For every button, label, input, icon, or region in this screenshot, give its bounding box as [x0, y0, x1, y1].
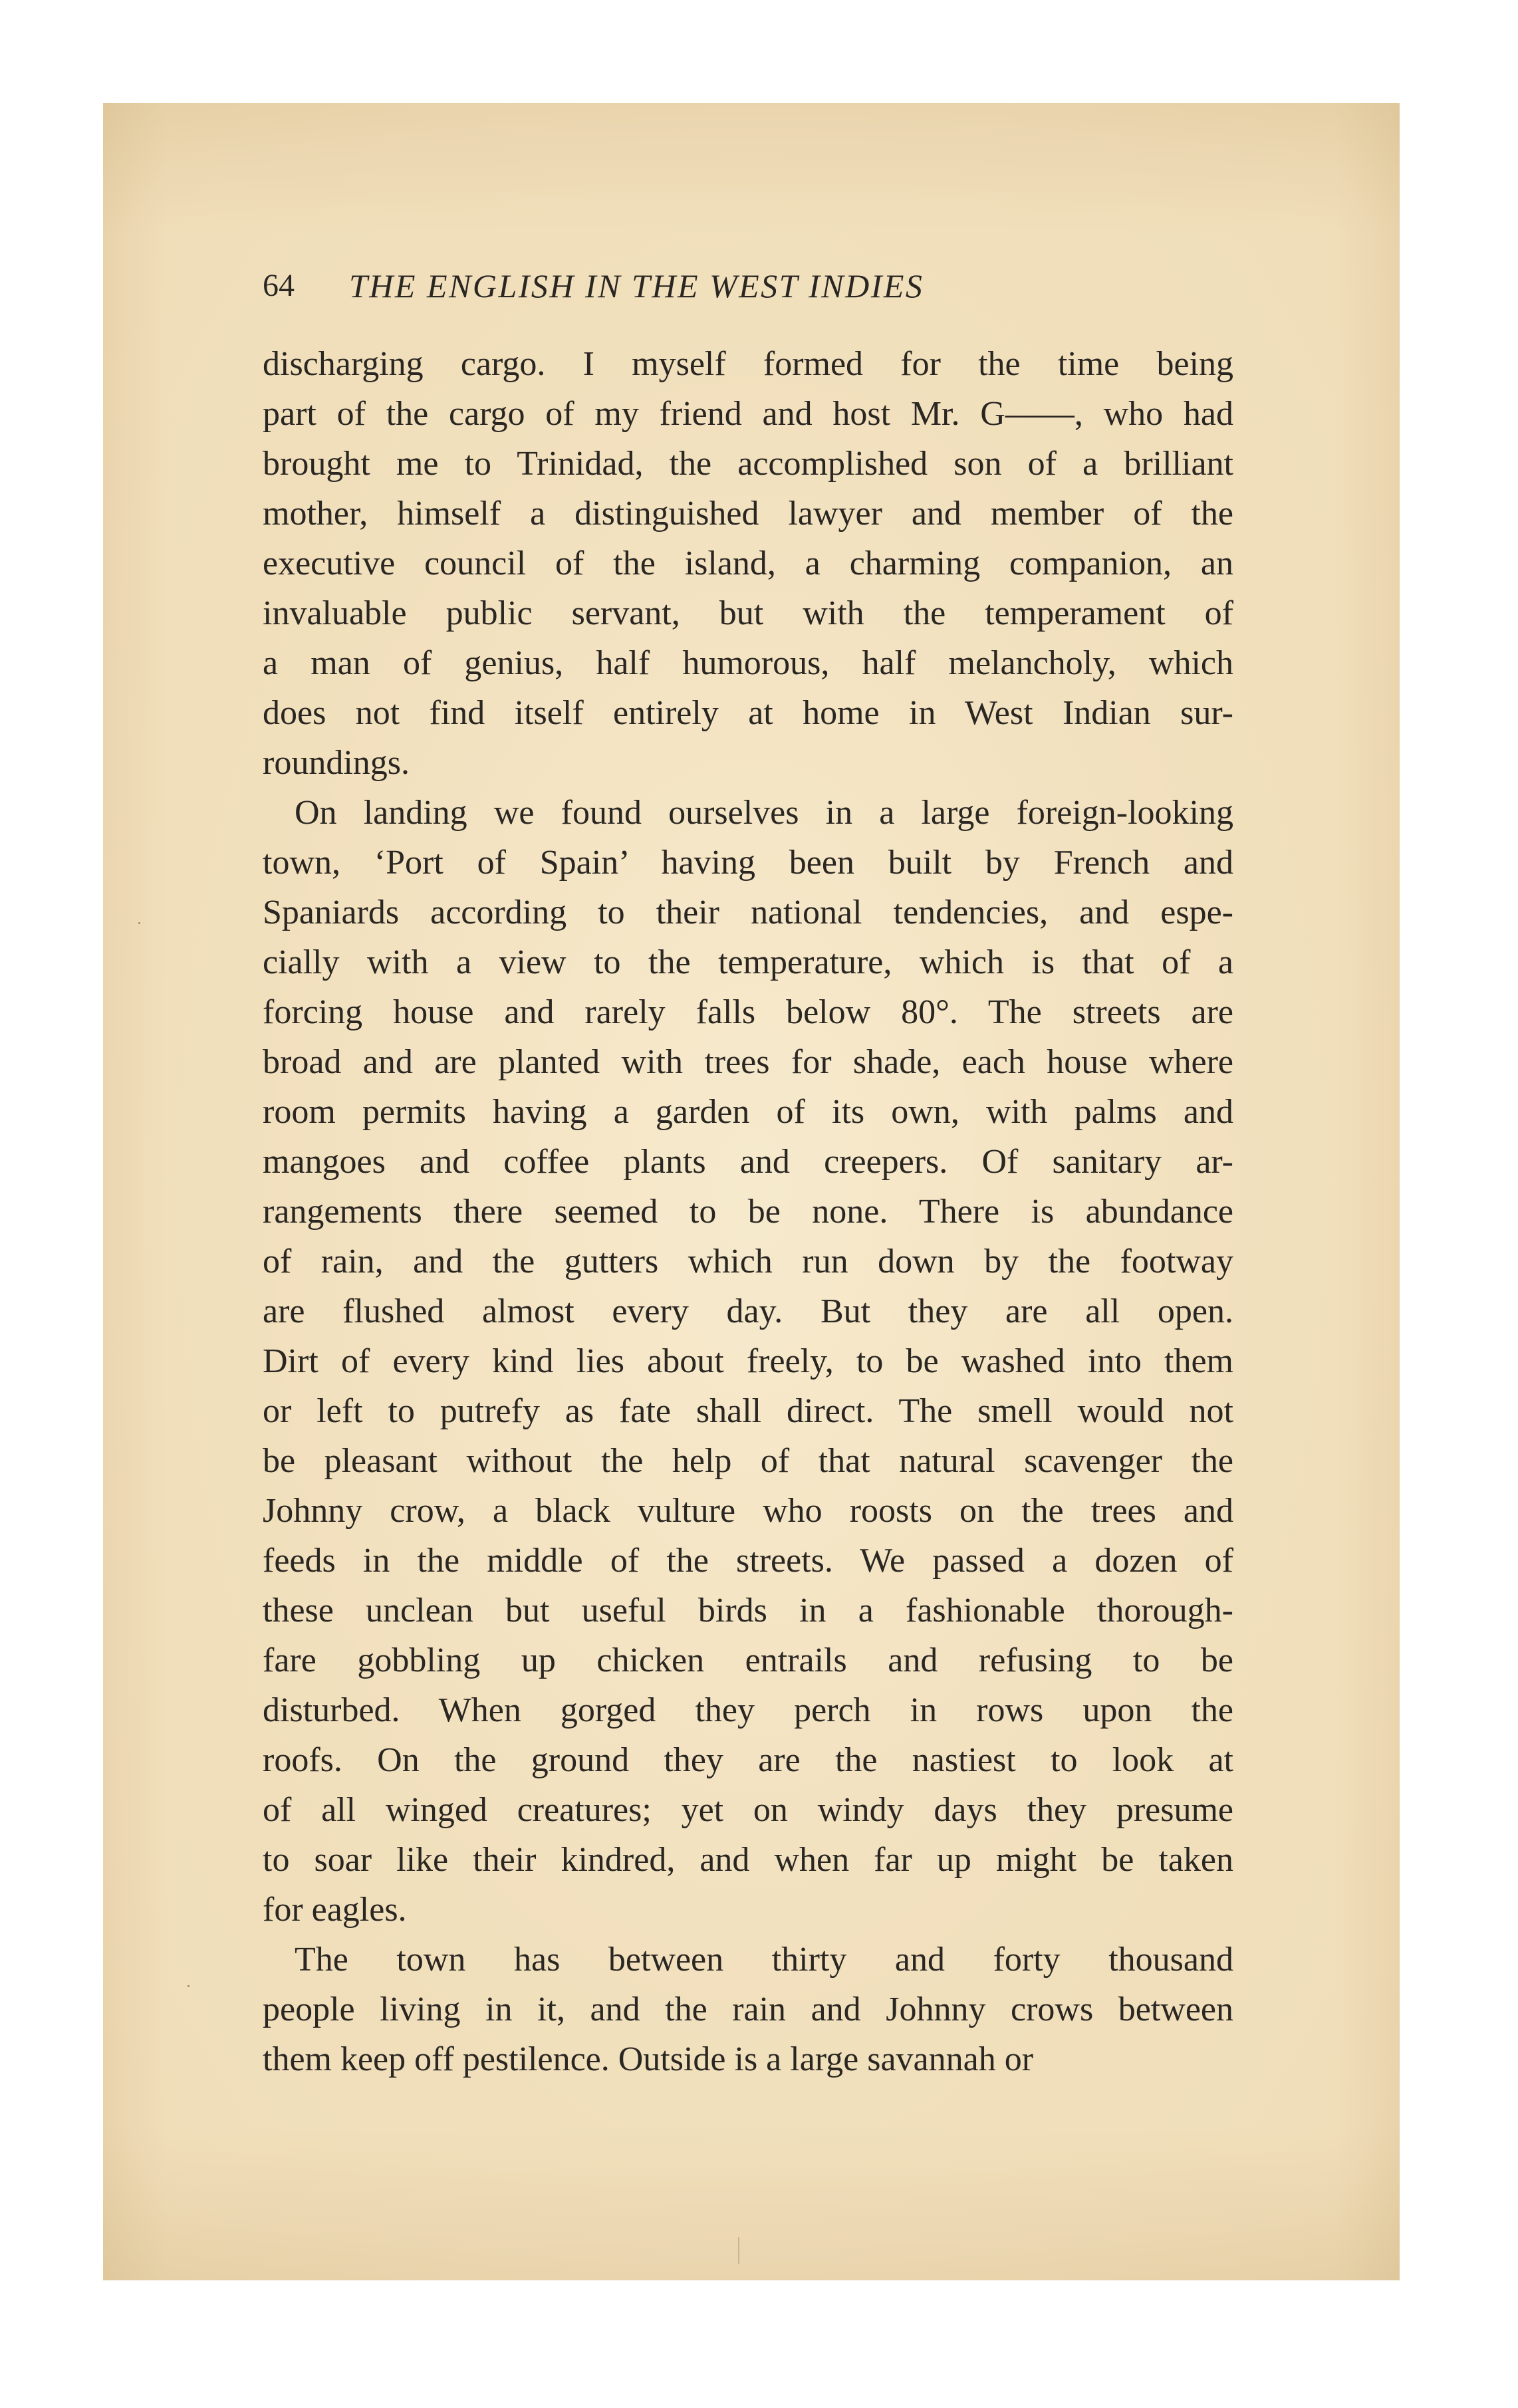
text-line: rangements there seemed to be none. There is abundance	[263, 1193, 1233, 1231]
scan-speck	[188, 1985, 190, 1987]
text-line: invaluable public servant, but with the temperament of	[263, 594, 1233, 632]
text-line: cially with a view to the temperature, which is that of a	[263, 943, 1233, 981]
text-line: of all winged creatures; yet on windy days they presume	[263, 1791, 1233, 1829]
text-line: Johnny crow, a black vulture who roosts on the trees and	[263, 1492, 1233, 1530]
text-line: mother, himself a distinguished lawyer and member of the	[263, 495, 1233, 533]
text-line: people living in it, and the rain and Johnny crows between	[263, 1990, 1233, 2028]
body-text	[263, 339, 1233, 2084]
text-line: On landing we found ourselves in a large foreign-looking	[295, 794, 1233, 832]
text-line: discharging cargo. I myself formed for the time being	[263, 345, 1233, 383]
text-line: disturbed. When gorged they perch in rows upon the	[263, 1691, 1233, 1729]
page-number: 64	[263, 268, 295, 303]
text-line: forcing house and rarely falls below 80°. The streets are	[263, 993, 1233, 1031]
text-line: Spaniards according to their national tendencies, and espe-	[263, 894, 1233, 931]
text-line: fare gobbling up chicken entrails and refusing to be	[263, 1641, 1233, 1679]
text-line: room permits having a garden of its own, with palms and	[263, 1093, 1233, 1131]
running-head: THE ENGLISH IN THE WEST INDIES	[349, 267, 924, 304]
page-header	[263, 263, 1233, 309]
text-line: of rain, and the gutters which run down by the footway	[263, 1243, 1233, 1280]
text-line: them keep off pestilence. Outside is a large savannah or	[263, 2040, 1034, 2078]
text-line: The town has between thirty and forty thousand	[295, 1941, 1233, 1979]
paragraph	[263, 339, 1233, 788]
text-line: a man of genius, half humorous, half melancholy, which	[263, 644, 1233, 682]
text-line: for eagles.	[263, 1891, 407, 1929]
paragraph	[263, 788, 1233, 1935]
text-line: to soar like their kindred, and when far up might be taken	[263, 1841, 1233, 1879]
text-line: does not find itself entirely at home in West Indian sur-	[263, 694, 1233, 732]
text-line: town, ‘Port of Spain’ having been built by French and	[263, 844, 1233, 882]
text-line: roofs. On the ground they are the nastiest to look at	[263, 1741, 1233, 1779]
text-line: mangoes and coffee plants and creepers. Of sanitary ar-	[263, 1143, 1233, 1181]
text-line: brought me to Trinidad, the accomplished son of a brilliant	[263, 445, 1233, 483]
text-line: roundings.	[263, 744, 410, 782]
text-line: feeds in the middle of the streets. We passed a dozen of	[263, 1542, 1233, 1580]
scan-speck	[738, 2237, 739, 2264]
scan-speck	[138, 922, 140, 924]
text-line: broad and are planted with trees for shade, each house where	[263, 1043, 1233, 1081]
text-line: these unclean but useful birds in a fashionable thorough-	[263, 1592, 1233, 1629]
text-line: or left to putrefy as fate shall direct. The smell would not	[263, 1392, 1233, 1430]
text-line: executive council of the island, a charming companion, an	[263, 544, 1233, 582]
text-line: be pleasant without the help of that natural scavenger the	[263, 1442, 1233, 1480]
paragraph	[263, 1935, 1233, 2084]
text-line: are flushed almost every day. But they are all open.	[263, 1292, 1233, 1330]
text-line: part of the cargo of my friend and host Mr. G——, who had	[263, 395, 1233, 433]
text-line: Dirt of every kind lies about freely, to be washed into them	[263, 1342, 1233, 1380]
